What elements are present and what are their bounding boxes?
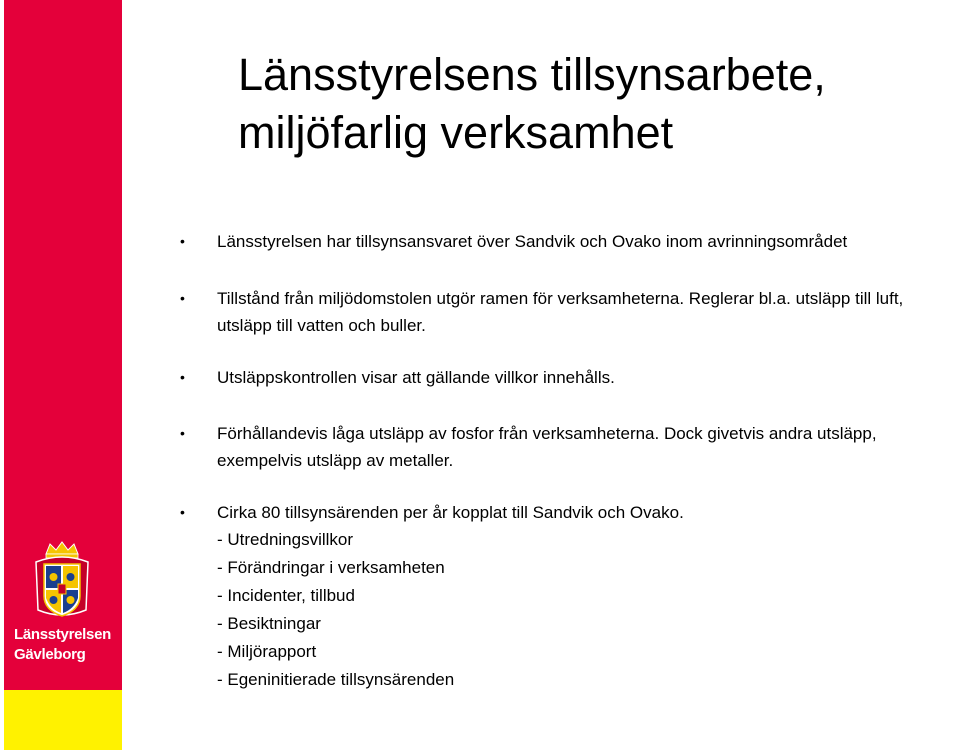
coat-of-arms-icon — [32, 540, 92, 622]
sub-item: - Miljörapport — [217, 642, 317, 661]
logo-line-2: Gävleborg — [14, 646, 86, 663]
sub-list — [217, 526, 684, 694]
title-line-1: Länsstyrelsens tillsynsarbete, — [238, 49, 826, 100]
bullet-icon: • — [180, 290, 185, 306]
sub-item: - Incidenter, tillbud — [217, 586, 355, 605]
bullet-text: Tillstånd från miljödomstolen utgör ramen för verksamheterna. Reglerar bl.a. utsläpp till luft, utsläpp till vatten och buller. — [217, 289, 904, 335]
bullet-text: Länsstyrelsen har tillsynsansvaret över Sandvik och Ovako inom avrinningsområdet — [217, 232, 848, 251]
slide-title — [238, 46, 938, 162]
bullet-icon: • — [180, 369, 185, 385]
bullet-item — [180, 420, 955, 474]
bullet-text: Utsläppskontrollen visar att gällande villkor innehålls. — [217, 368, 615, 387]
bullet-item — [180, 285, 955, 339]
sub-item: - Förändringar i verksamheten — [217, 558, 445, 577]
sub-item: - Egeninitierade tillsynsärenden — [217, 670, 455, 689]
bullet-icon: • — [180, 425, 185, 441]
sidebar-yellow-band — [4, 690, 122, 750]
sub-item: - Besiktningar — [217, 614, 321, 633]
title-line-2: miljöfarlig verksamhet — [238, 107, 674, 158]
lansstyrelsen-logo — [14, 540, 114, 670]
bullet-item — [180, 228, 847, 255]
logo-line-1: Länsstyrelsen — [14, 626, 111, 643]
bullet-icon: • — [180, 233, 185, 249]
bullet-text: Förhållandevis låga utsläpp av fosfor från verksamheterna. Dock givetvis andra utsläpp, exempelvis utsläpp av metaller. — [217, 424, 877, 470]
bullet-text: Cirka 80 tillsynsärenden per år kopplat till Sandvik och Ovako. — [217, 503, 684, 522]
sub-item: - Utredningsvillkor — [217, 530, 354, 549]
bullet-item — [180, 499, 684, 694]
logo-text — [14, 625, 114, 665]
bullet-icon: • — [180, 504, 185, 520]
bullet-item — [180, 364, 615, 391]
